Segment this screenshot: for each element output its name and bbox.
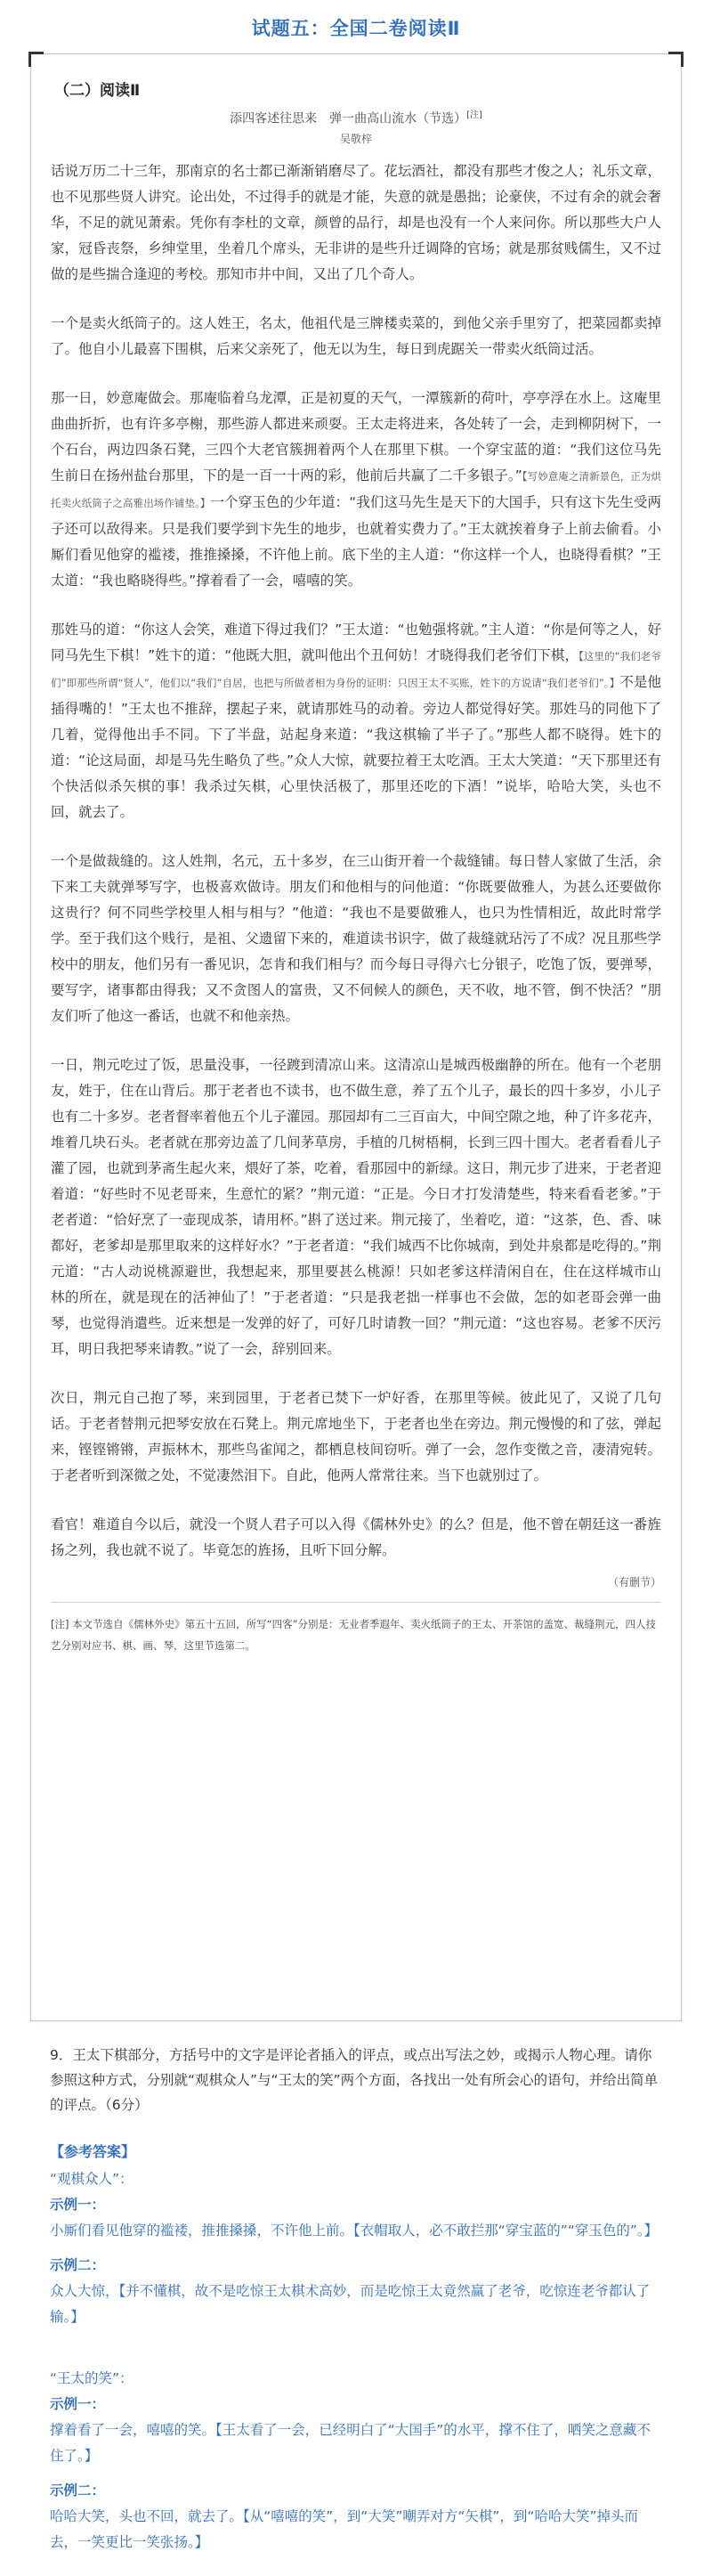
paragraph-8: 看官！难道自今以后，就没一个贤人君子可以入得《儒林外史》的么？但是，他不曾在朝廷这一番旌扬之列，我也就不说了。毕竟怎的旌扬，且听下回分解。 [51, 1516, 661, 1558]
answer-group-1-label: “观棋众人”： [50, 2171, 134, 2187]
question-9: 9．王太下棋部分，方括号中的文字是评论者插入的评点，或点出写法之妙，或揭示人物心理。请你参照这种方式，分别就“观棋众人”与“王太的笑”两个方面，各找出一处有所会心的语句，并给出简单的评点。（6分） [50, 2047, 659, 2113]
paragraph-3-text-a: 那一日，妙意庵做会。那庵临着乌龙潭，正是初夏的天气，一潭簇新的荷叶，亭亭浮在水上。这庵里曲曲折折，也有许多亭榭，那些游人都进来顽耍。王太走将进来，各处转了一会，走到柳阴树下，一个石台，两边四条石凳，三四个大老官簇拥着两个人在那里下棋。一个穿宝蓝的道：“我们这位马先生前日在扬州盐台那里，下的是一百一十两的彩，他前后共赢了二千多银子。” [51, 389, 661, 484]
subtitle-text: 添四客述往思来 弹一曲高山流水（节选） [230, 111, 467, 126]
corner-mark-left [28, 52, 44, 67]
example-3-text: 撑着看了一会，嘻嘻的笑。【王太看了一会，已经明白了“大国手”的水平，撑不住了，哂笑之意藏不住了。】 [50, 2422, 651, 2464]
divider [51, 1602, 661, 1603]
answer-title: 【参考答案】 [50, 2143, 136, 2160]
example-2-label: 示例二： [50, 2257, 106, 2273]
example-4-text: 哈哈大笑，头也不回，就去了。【从“嘻嘻的笑”，到“大笑”嘲弄对方“矢棋”，到“哈哈大笑”掉头而去，一笑更比一笑张扬。】 [50, 2508, 638, 2550]
source-note: （有删节） [607, 1575, 661, 1589]
passage-card [30, 53, 682, 2021]
paragraph-1: 话说万历二十三年，那南京的名士都已渐渐销磨尽了。花坛酒社，都没有那些才俊之人；礼乐文章，也不见那些贤人讲究。论出处，不过得手的就是才能，失意的就是愚拙；论豪侠，不过有余的就会奢华，不足的就见萧索。凭你有李杜的文章，颜曾的品行，却是也没有一个人来问你。所以那些大户人家，冠昏丧祭，乡绅堂里，坐着几个席头，无非讲的是些升迁调降的官场；就是那贫贱儒生，又不过做的是些揣合逢迎的考校。那知市井中间，又出了几个奇人。 [51, 162, 661, 282]
paragraph-4-annotation: 【这里的“我们老爷们”即那些所谓“贤人”，他们以“我们”自居，也把与所做者相为身份的证明：只因王太不买账，姓卞的方说请“我们老爷们”。】 [51, 649, 661, 689]
paragraph-3-annotation: 【写妙意庵之清新景色，正为烘托卖火纸筒子之高雅出场作铺垫。】 [51, 469, 661, 509]
paragraph-3-text-b: 一个穿玉色的少年道：“我们这马先生是天下的大国手，只有这卞先生受两子还可以敌得来。只是我们要学到卞先生的地步，也就着实费力了。”王太就挨着身子上前去偷看。小厮们看见他穿的褴褛，推推搡搡，不许他上前。底下坐的主人道：“你这样一个人，也晓得看棋？”王太道：“我也略晓得些。”撑着看了一会，嘻嘻的笑。 [51, 493, 661, 589]
corner-mark-right [668, 52, 684, 67]
example-3-label: 示例一： [50, 2396, 106, 2412]
page-title: 试题五：全国二卷阅读Ⅱ [251, 18, 461, 39]
paragraph-3 [51, 386, 661, 594]
passage-subtitle [51, 107, 661, 127]
example-4-label: 示例二： [50, 2483, 106, 2499]
answer-spacer [50, 2339, 664, 2366]
paragraph-2: 一个是卖火纸筒子的。这人姓王，名太，他祖代是三牌楼卖菜的，到他父亲手里穷了，把菜园都卖掉了。他自小儿最喜下围棋，后来父亲死了，他无以为生，每日到虎踞关一带卖火纸筒过活。 [51, 314, 661, 357]
paragraph-4-text-b: 不是他插得嘴的！”王太也不推辞，摆起子来，就请那姓马的动着。旁边人都觉得好笑。那姓马的同他下了几着，觉得他出手不同。下了半盘，站起身来道：“我这棋输了半子了。”那些人都不晓得。姓卞的道：“论这局面，却是马先生略负了些。”众人大惊，就要拉着王太吃酒。王太大笑道：“天下那里还有个快活似杀矢棋的事！我杀过矢棋，心里快活极了，那里还吃的下酒！”说毕，哈哈大笑，头也不回，就去了。 [51, 673, 661, 820]
footnote: [注] 本文节选自《儒林外史》第五十五回，所写“四客”分别是：无业者季遐年、卖火纸筒子的王太、开茶馆的盖宽、裁缝荆元，四人技艺分别对应书、棋、画、琴，这里节选第二。 [51, 1617, 657, 1652]
paragraph-6: 一日，荆元吃过了饭，思量没事，一径踱到清凉山来。这清凉山是城西极幽静的所在。他有一个老朋友，姓于，住在山背后。那于老者也不读书，也不做生意，养了五个儿子，最长的四十多岁，小儿子也有二十多岁。老者督率着他五个儿子灌园。那园却有二三百亩大，中间空隙之地，种了许多花卉，堆着几块石头。老者就在那旁边盖了几间茅草房，手植的几树梧桐，长到三四十围大。老者看看儿子灌了园，也就到茅斋生起火来，煨好了茶，吃着，看那园中的新绿。这日，荆元步了进来，于老者迎着道：“好些时不见老哥来，生意忙的紧？”荆元道：“正是。今日才打发清楚些，特来看看老爹。”于老者道：“恰好烹了一壶现成茶，请用杯。”斟了送过来。荆元接了，坐着吃，道：“这茶，色、香、味都好，老爹却是那里取来的这样好水？”于老者道：“我们城西不比你城南，到处井泉都是吃得的。”荆元道：“古人动说桃源避世，我想起来，那里要甚么桃源！只如老爹这样清闲自在，住在这样城市山林的所在，就是现在的活神仙了！”于老者道：“只是我老拙一样事也不会做，怎的如老哥会弹一曲琴，也觉得消遣些。近来想是一发弹的好了，可好几时请教一回？”荆元道：“这也容易。老爹不厌污耳，明日我把琴来请教。”说了一会，辞别回来。 [51, 1056, 661, 1357]
paragraph-4-text-a: 那姓马的道：“你这人会笑，难道下得过我们？”王太道：“也勉强将就。”主人道：“你是何等之人，好同马先生下棋！”姓卞的道：“他既大胆，就叫他出个丑何妨！才晓得我们老爷们下棋， [51, 621, 661, 663]
section-heading: （二）阅读Ⅱ [54, 82, 141, 100]
answer-section [50, 2139, 664, 2564]
paragraph-4 [51, 617, 661, 825]
example-1-label: 示例一： [50, 2197, 106, 2213]
paragraph-5: 一个是做裁缝的。这人姓荆，名元，五十多岁，在三山街开着一个裁缝铺。每日替人家做了生活，余下来工夫就弹琴写字，也极喜欢做诗。朋友们和他相与的问他道：“你既要做雅人，为甚么还要做你这贵行？何不同些学校里人相与相与？”他道：“我也不是要做雅人，也只为性情相近，故此时常学学。至于我们这个贱行，是祖、父遗留下来的，难道读书识字，做了裁缝就玷污了不成？况且那些学校中的朋友，他们另有一番见识，怎肯和我们相与？而今每日寻得六七分银子，吃饱了饭，要弹琴，要写字，诸事都由得我；又不贪图人的富贵，又不伺候人的颜色，天不收，地不管，倒不快活？”朋友们听了他这一番话，也就不和他亲热。 [51, 852, 661, 1024]
example-2-text: 众人大惊，【并不懂棋，故不是吃惊王太棋术高妙，而是吃惊王太竟然赢了老爷，吃惊连老爷都认了输。】 [50, 2283, 651, 2325]
example-1-text: 小厮们看见他穿的褴褛，推推搡搡，不许他上前。【衣帽取人，必不敢拦那“穿宝蓝的”“穿玉色的”。】 [50, 2223, 659, 2239]
passage-author: 吴敬梓 [339, 132, 372, 145]
subtitle-note: [注] [466, 110, 482, 120]
paragraph-7: 次日，荆元自己抱了琴，来到园里，于老者已焚下一炉好香，在那里等候。彼此见了，又说了几句话。于老者替荆元把琴安放在石凳上。荆元席地坐下，于老者也坐在旁边。荆元慢慢的和了弦，弹起来，铿铿锵锵，声振林木，那些鸟雀闻之，都栖息枝间窃听。弹了一会，忽作变徵之音，凄清宛转。于老者听到深微之处，不觉凄然泪下。自此，他两人常常往来。当下也就别过了。 [51, 1389, 661, 1483]
answer-group-2-label: “王太的笑”： [50, 2370, 134, 2386]
